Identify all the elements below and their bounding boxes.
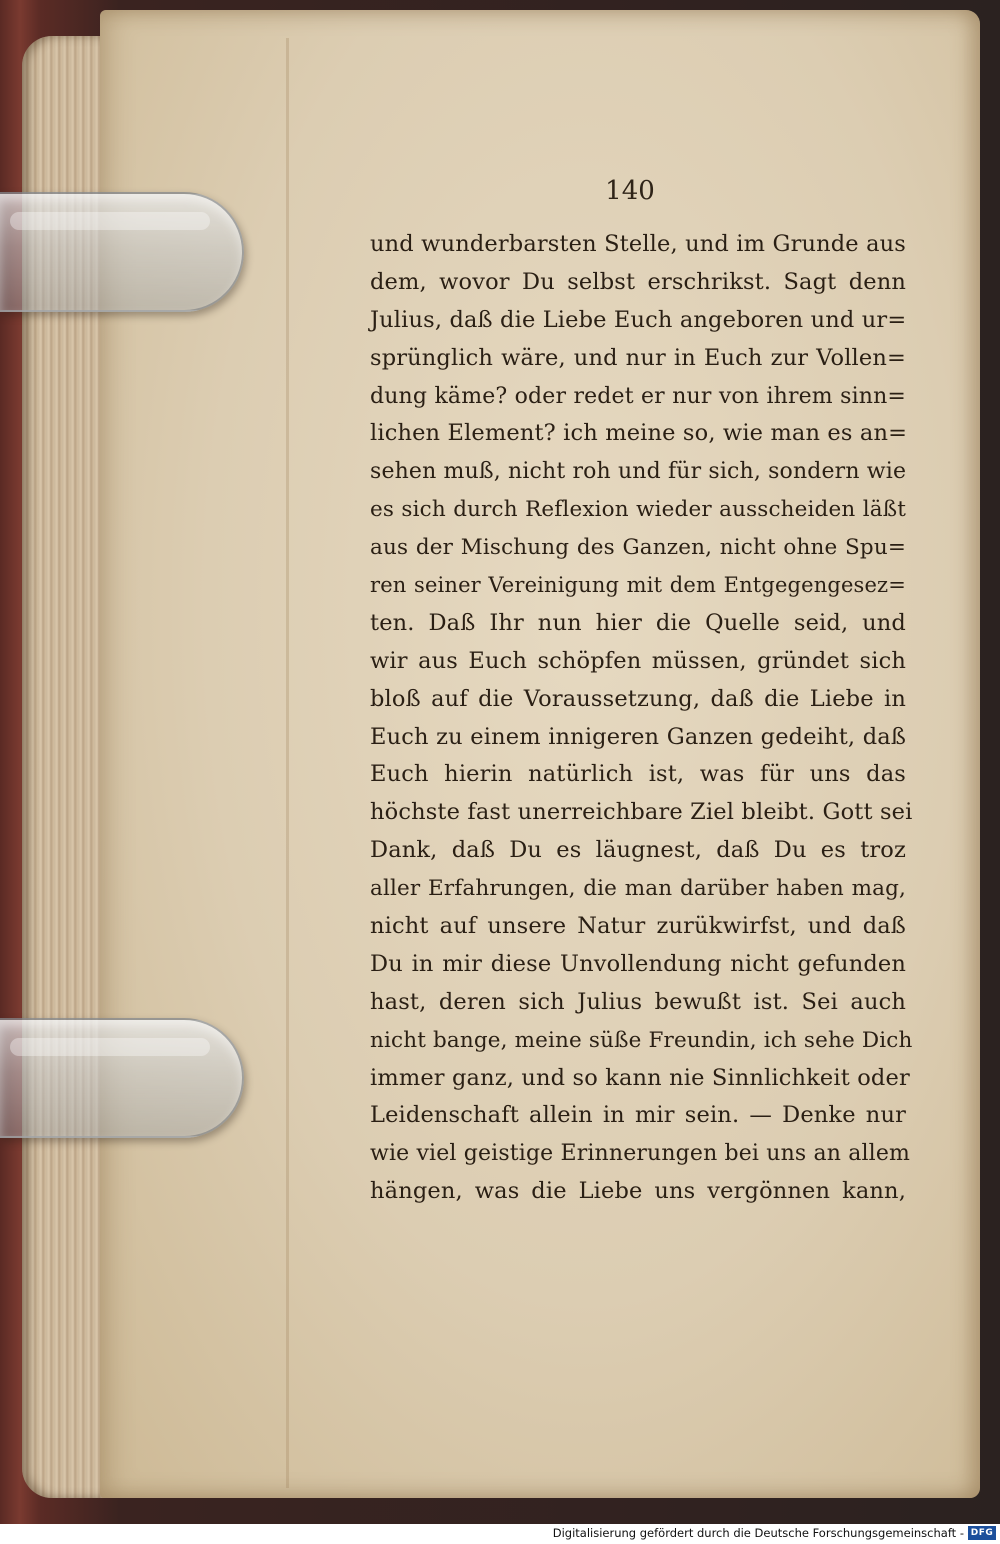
text-line: sprünglich wäre, und nur in Euch zur Vollen= [370, 344, 906, 371]
text-line: aller Erfahrungen, die man darüber haben mag, [370, 876, 906, 902]
text-line: Euch zu einem innigeren Ganzen gedeiht, daß [370, 723, 906, 750]
text-line: aus der Mischung des Ganzen, nicht ohne Spu= [370, 535, 906, 561]
text-line: wie viel geistige Erinnerungen bei uns an allem [370, 1141, 911, 1167]
attribution-text: Digitalisierung gefördert durch die Deutsche Forschungsgemeinschaft - [552, 1526, 964, 1540]
text-line: nicht auf unsere Natur zurükwirfst, und daß [370, 913, 906, 940]
text-line: dung käme? oder redet er nur von ihrem sinn= [370, 383, 906, 409]
text-line: Dank, daß Du es läugnest, daß Du es troz [370, 837, 906, 864]
text-line: Leidenschaft allein in mir sein. — Denke nur [370, 1102, 906, 1129]
text-line: sehen muß, nicht roh und für sich, sondern wie [370, 459, 907, 485]
text-line: ten. Daß Ihr nun hier die Quelle seid, und [370, 609, 906, 636]
page-holder-clip-top [0, 192, 244, 312]
clip-highlight [10, 1038, 210, 1056]
text-line: ren seiner Vereinigung mit dem Entgegengesez= [370, 573, 906, 598]
text-line: wir aus Euch schöpfen müssen, gründet sich [370, 647, 906, 674]
page-number: 140 [605, 176, 655, 206]
text-line: Julius, daß die Liebe Euch angeboren und ur= [370, 306, 907, 333]
text-line: dem, wovor Du selbst erschrikst. Sagt denn [370, 268, 906, 295]
text-line: bloß auf die Voraussetzung, daß die Liebe in [370, 685, 906, 712]
text-line: hängen, was die Liebe uns vergönnen kann, [370, 1178, 906, 1205]
dfg-logo: DFG [968, 1526, 996, 1540]
text-line: Euch hierin natürlich ist, was für uns das [370, 761, 906, 788]
text-line: höchste fast unerreichbare Ziel bleibt. Gott sei [370, 799, 913, 826]
text-line: und wunderbarsten Stelle, und im Grunde aus [370, 231, 906, 257]
text-line: lichen Element? ich meine so, wie man es an= [370, 420, 908, 447]
text-line: hast, deren sich Julius bewußt ist. Sei auch [370, 988, 906, 1015]
clip-highlight [10, 212, 210, 230]
text-line: immer ganz, und so kann nie Sinnlichkeit oder [370, 1064, 910, 1091]
page-text [370, 226, 913, 1211]
text-line: Du in mir diese Unvollendung nicht gefunden [370, 950, 906, 977]
page-fold-line [286, 38, 289, 1488]
text-line: nicht bange, meine süße Freundin, ich sehe Dich [370, 1027, 913, 1053]
text-line: es sich durch Reflexion wieder ausscheiden läßt [370, 497, 906, 523]
page-holder-clip-bottom [0, 1018, 244, 1138]
